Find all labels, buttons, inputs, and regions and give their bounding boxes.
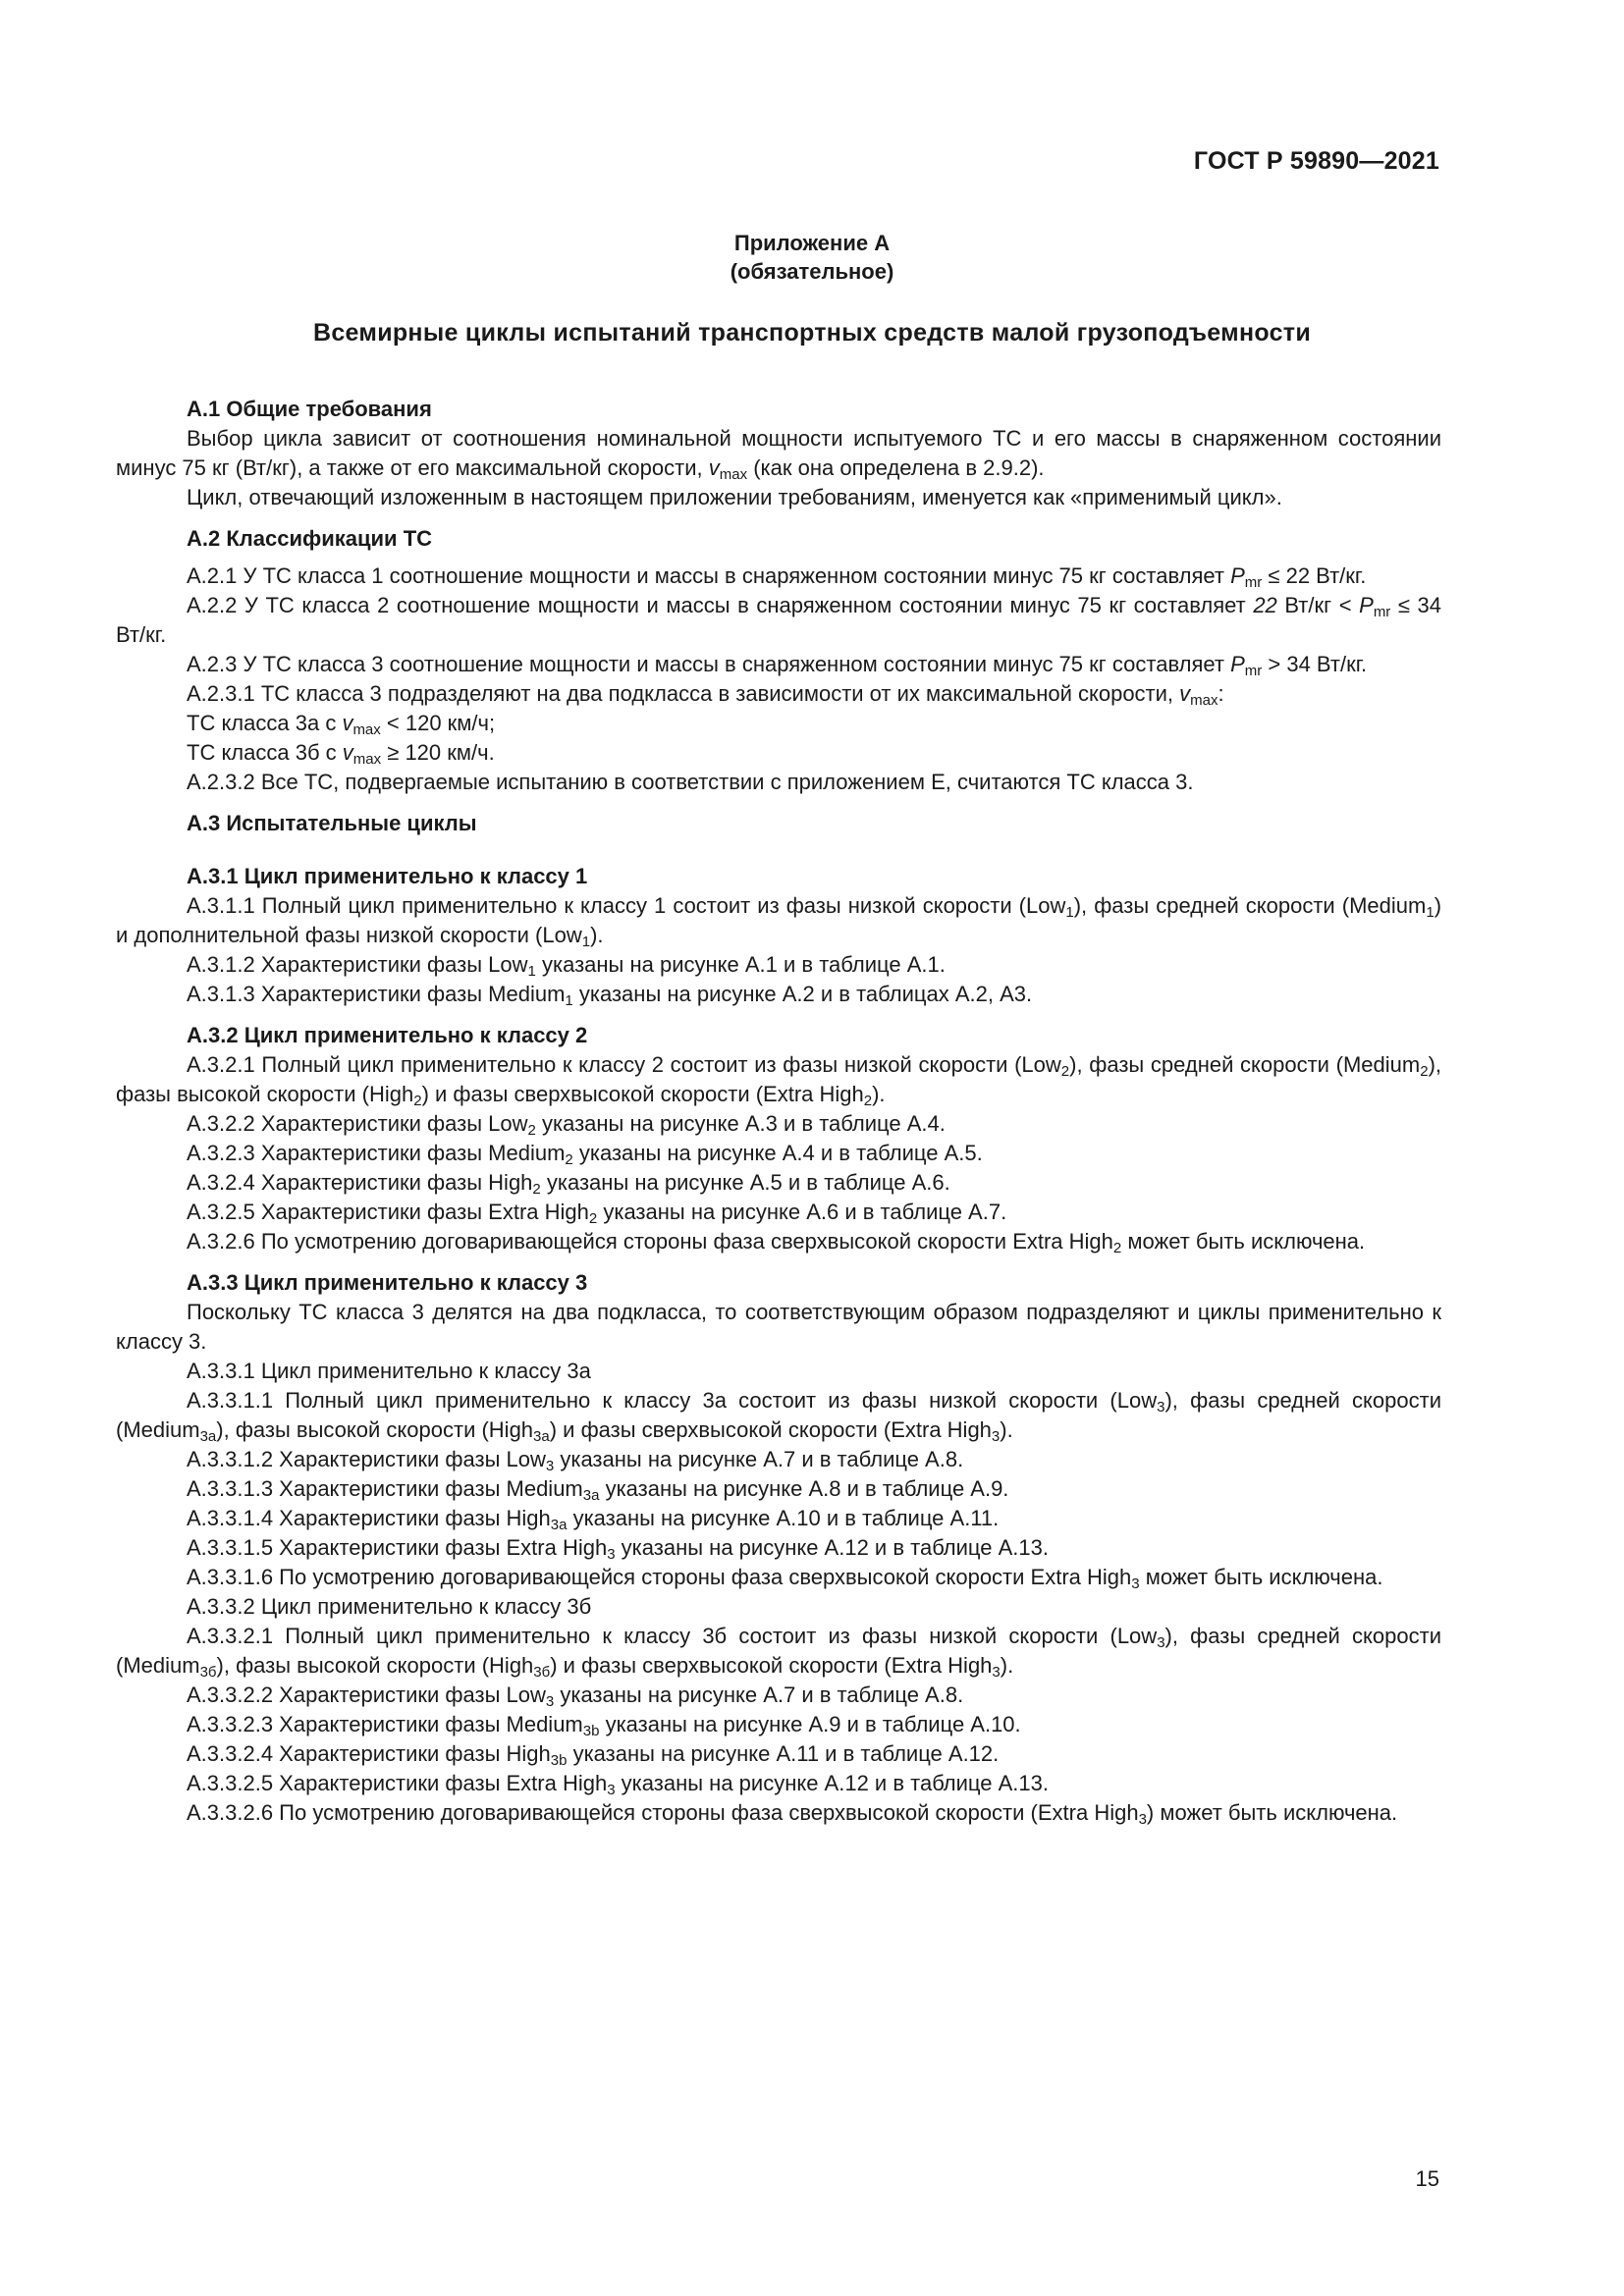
document-title: Всемирные циклы испытаний транспортных средств малой грузоподъемности [312,319,1312,347]
paragraph-a3-2-5: А.3.2.5 Характеристики фазы Extra High$_2$ указаны на рисунке А.6 и в таблице А.7. [187,1200,1007,1227]
subsection-heading-a3-1: А.3.1 Цикл применительно к классу 1 [187,864,588,888]
section-heading-a2: А.2 Классификации ТС [187,526,433,551]
paragraph-a3-3-1-3: А.3.3.1.3 Характеристики фазы Medium$_{3a}$ указаны на рисунке А.8 и в таблице А.9. [187,1476,1009,1504]
paragraph-a2-3: А.2.3 У ТС класса 3 соотношение мощности и массы в снаряженном состоянии минус 75 кг составляет $P_{mr} > 34$ Вт/кг. [187,652,1368,679]
paragraph-a3-3-2-3: А.3.3.2.3 Характеристики фазы Medium$_{3b}$ указаны на рисунке А.9 и в таблице А.10. [187,1712,1021,1739]
paragraph-a3-3-2-1: А.3.3.2.1 Полный цикл применительно к классу 3б состоит из фазы низкой скорости (Low$_3$), фазы средней скорости (Medium$_{3б}$), фазы высокой скорости (High$_{3б}$) и фазы сверхвысокой скорости (Extra High$_3$). [116,1624,1441,1681]
section-heading-a1: А.1 Общие требования [187,397,432,421]
paragraph-a3-3-2-5: А.3.3.2.5 Характеристики фазы Extra High$_3$ указаны на рисунке А.12 и в таблице А.13. [187,1771,1050,1798]
paragraph-a3-2-1: А.3.2.1 Полный цикл применительно к классу 2 состоит из фазы низкой скорости (Low$_2$), фазы средней скорости (Medium$_2$), фазы высокой скорости (High$_2$) и фазы сверхвысокой скорости (Extra High$_2$). [116,1052,1442,1109]
paragraph-a3-3-1-4: А.3.3.1.4 Характеристики фазы High$_{3a}$ указаны на рисунке А.10 и в таблице А.11. [187,1506,1000,1533]
appendix-status: (обязательное) [730,259,894,284]
paragraph-a3-1-1: А.3.1.1 Полный цикл применительно к классу 1 состоит из фазы низкой скорости (Low$_1$), фазы средней скорости (Medium$_1$) и дополнительной фазы низкой скорости (Low$_1$). [116,893,1442,950]
appendix-label: Приложение А [733,231,891,255]
paragraph-a3-3-1-5: А.3.3.1.5 Характеристики фазы Extra High$_3$ указаны на рисунке А.12 и в таблице А.13. [187,1535,1050,1563]
paragraph-a3-3-2-6: А.3.3.2.6 По усмотрению договаривающейся стороны фаза сверхвысокой скорости (Extra High$_3$) может быть исключена. [187,1800,1398,1828]
paragraph-a3-3-intro: Поскольку ТС класса 3 делятся на два подкласса, то соответствующим образом подразделяют и циклы применительно к классу 3. [116,1300,1441,1354]
paragraph-a2-1: А.2.1 У ТС класса 1 соотношение мощности и массы в снаряженном состоянии минус 75 кг составляет $P_{mr} \le 22$ Вт/кг. [187,563,1367,591]
paragraph-a3-3-2: А.3.3.2 Цикл применительно к классу 3б [187,1594,592,1619]
subsection-heading-a3-2: А.3.2 Цикл применительно к классу 2 [187,1023,588,1047]
document-body [116,395,1441,1828]
paragraph-a3-3-2-4: А.3.3.2.4 Характеристики фазы High$_{3b}$ указаны на рисунке А.11 и в таблице А.12. [187,1741,1000,1769]
section-heading-a3: А.3 Испытательные циклы [187,811,477,835]
paragraph-a2-3-2: А.2.3.2 Все ТС, подвергаемые испытанию в соответствии с приложением Е, считаются ТС класса 3. [187,770,1194,794]
paragraph-a3-3-1-2: А.3.3.1.2 Характеристики фазы Low$_3$ указаны на рисунке А.7 и в таблице А.8. [187,1447,964,1474]
paragraph-a3-1-3: А.3.1.3 Характеристики фазы Medium$_1$ указаны на рисунке А.2 и в таблицах А.2, А3. [187,982,1033,1009]
paragraph-a3-3-1-6: А.3.3.1.6 По усмотрению договаривающейся стороны фаза сверхвысокой скорости Extra High$_3$ может быть исключена. [187,1565,1383,1592]
paragraph-class-3b: ТС класса 3б с $v_{max} \ge 120$ км/ч. [187,740,495,768]
document-code: ГОСТ Р 59890—2021 [1193,147,1439,175]
paragraph-a3-3-1-1: А.3.3.1.1 Полный цикл применительно к классу 3а состоит из фазы низкой скорости (Low$_3$), фазы средней скорости (Medium$_{3a}$), фазы высокой скорости (High$_{3a}$) и фазы сверхвысокой скорости (Extra High$_3$). [116,1388,1441,1445]
paragraph-a2-2: А.2.2 У ТС класса 2 соотношение мощности и массы в снаряженном состоянии минус 75 кг составляет 22 $Вт/кг < P_{mr} \le 34$ Вт/кг. [116,593,1441,647]
paragraph-a1-2: Цикл, отвечающий изложенным в настоящем приложении требованиям, именуется как «применимый цикл». [187,485,1282,509]
paragraph-a3-2-3: А.3.2.3 Характеристики фазы Medium$_2$ указаны на рисунке А.4 и в таблице А.5. [187,1141,983,1168]
appendix-heading [0,229,1624,286]
page-number: 15 [1415,2166,1439,2191]
paragraph-a3-2-2: А.3.2.2 Характеристики фазы Low$_2$ указаны на рисунке А.3 и в таблице А.4. [187,1111,946,1139]
paragraph-a3-3-2-2: А.3.3.2.2 Характеристики фазы Low$_3$ указаны на рисунке А.7 и в таблице А.8. [187,1682,964,1710]
paragraph-a3-3-1: А.3.3.1 Цикл применительно к классу 3а [187,1359,591,1383]
paragraph-a1-1: Выбор цикла зависит от соотношения номинальной мощности испытуемого ТС и его массы в снаряженном состоянии минус 75 кг (Вт/кг), а также от его максимальной скорости, $v_{max}$ (как она определена в 2.9.2). [116,426,1441,483]
paragraph-a2-3-1: А.2.3.1 ТС класса 3 подразделяют на два подкласса в зависимости от их максимальной скорости, $v_{max}$: [187,681,1224,709]
paragraph-a3-2-4: А.3.2.4 Характеристики фазы High$_2$ указаны на рисунке А.5 и в таблице А.6. [187,1170,950,1198]
subsection-heading-a3-3: А.3.3 Цикл применительно к классу 3 [187,1270,588,1295]
paragraph-a3-2-6: А.3.2.6 По усмотрению договаривающейся стороны фаза сверхвысокой скорости Extra High$_2$ может быть исключена. [187,1229,1366,1256]
paragraph-class-3a: ТС класса 3а с $v_{max} < 120$ км/ч; [187,711,496,738]
paragraph-a3-1-2: А.3.1.2 Характеристики фазы Low$_1$ указаны на рисунке А.1 и в таблице А.1. [187,952,946,980]
